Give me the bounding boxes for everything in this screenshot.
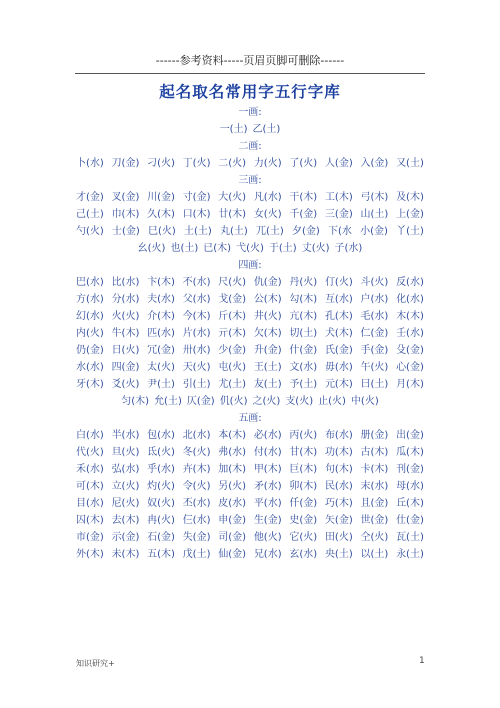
character-entry: 巧(木) <box>324 498 353 509</box>
character-entry: 市(金) <box>76 532 104 543</box>
character-row <box>76 529 424 546</box>
character-entry: 巳(火) <box>148 226 176 237</box>
character-entry: 刁(火) <box>147 158 175 169</box>
character-entry: 斗(火) <box>360 277 389 288</box>
character-entry: 丫(土) <box>396 226 424 237</box>
character-entry: 友(土) <box>253 379 282 390</box>
character-entry: 古(木) <box>360 447 389 458</box>
character-entry: 天(火) <box>182 362 211 373</box>
character-row <box>76 189 424 206</box>
character-entry: 化(水) <box>396 294 424 305</box>
character-row <box>76 393 424 410</box>
character-entry: 止(火) <box>318 396 346 407</box>
character-entry: 允(土) <box>154 396 182 407</box>
character-entry: 欠(木) <box>253 328 282 339</box>
character-entry: 力(火) <box>253 158 282 169</box>
character-entry: 土(土) <box>184 226 212 237</box>
character-entry: 亓(木) <box>218 328 247 339</box>
character-row <box>76 155 424 172</box>
character-entry: 卅(水) <box>182 345 211 356</box>
stroke-section-heading: 四画: <box>238 260 262 271</box>
character-entry: 也(土) <box>170 243 199 254</box>
character-entry: 幺(火) <box>137 243 166 254</box>
character-entry: 仃(火) <box>324 277 353 288</box>
character-entry: 刊(金) <box>396 464 424 475</box>
character-entry: 水(水) <box>76 362 104 373</box>
character-entry: 囚(木) <box>76 515 104 526</box>
page-number: 1 <box>419 656 425 666</box>
character-entry: 勺(火) <box>76 226 104 237</box>
stroke-section-heading: 三画: <box>238 175 262 186</box>
character-entry: 冬(火) <box>182 447 211 458</box>
character-entry: 今(木) <box>182 311 211 322</box>
character-entry: 丸(土) <box>220 226 248 237</box>
character-entry: 升(金) <box>253 345 282 356</box>
character-entry: 孔(木) <box>324 311 353 322</box>
character-entry: 井(火) <box>253 311 282 322</box>
character-entry: 乎(水) <box>147 464 175 475</box>
character-entry: 牛(木) <box>111 328 140 339</box>
character-row <box>76 495 424 512</box>
footer-left-text: 知识研究+ <box>76 659 115 668</box>
character-entry: 令(火) <box>182 481 211 492</box>
character-entry: 禾(水) <box>76 464 104 475</box>
character-entry: 王(土) <box>253 362 282 373</box>
character-entry: 甲(木) <box>253 464 282 475</box>
character-entry: 引(土) <box>182 379 211 390</box>
character-entry: 丈(火) <box>301 243 330 254</box>
character-entry: 切(土) <box>289 328 318 339</box>
character-entry: 什(金) <box>289 345 318 356</box>
character-entry: 大(火) <box>218 192 247 203</box>
character-entry: 民(水) <box>324 481 353 492</box>
character-entry: 戊(土) <box>182 549 211 560</box>
character-entry: 央(土) <box>324 549 353 560</box>
character-row <box>76 308 424 325</box>
character-entry: 分(水) <box>111 294 140 305</box>
character-entry: 包(水) <box>147 430 175 441</box>
character-entry: 太(火) <box>147 362 175 373</box>
character-entry: 冉(火) <box>147 515 175 526</box>
character-entry: 奴(火) <box>147 498 175 509</box>
character-entry: 卜(水) <box>76 158 104 169</box>
character-entry: 支(火) <box>285 396 314 407</box>
character-entry: 仙(金) <box>218 549 247 560</box>
character-entry: 斤(木) <box>218 311 247 322</box>
character-row <box>76 478 424 495</box>
character-entry: 丕(水) <box>182 498 211 509</box>
character-entry: 中(火) <box>350 396 379 407</box>
character-row <box>76 223 424 240</box>
character-entry: 火(火) <box>111 311 140 322</box>
character-entry: 一(土) <box>219 124 248 135</box>
character-entry: 川(金) <box>147 192 175 203</box>
character-entry: 卯(木) <box>289 481 318 492</box>
character-entry: 四(金) <box>111 362 140 373</box>
character-row <box>76 206 424 223</box>
character-row <box>76 342 424 359</box>
character-entry: 付(水) <box>253 447 282 458</box>
character-entry: 尺(火) <box>218 277 247 288</box>
character-entry: 本(木) <box>218 430 247 441</box>
character-row <box>76 325 424 342</box>
character-entry: 世(金) <box>360 515 389 526</box>
character-entry: 元(木) <box>324 379 353 390</box>
character-entry: 小(金) <box>360 226 388 237</box>
character-entry: 毋(水) <box>324 362 353 373</box>
character-entry: 田(火) <box>324 532 353 543</box>
character-entry: 夫(水) <box>147 294 175 305</box>
character-entry: 殳(金) <box>396 345 424 356</box>
character-entry: 介(木) <box>147 311 175 322</box>
character-entry: 石(金) <box>147 532 175 543</box>
character-entry: 予(土) <box>289 379 318 390</box>
character-entry: 午(火) <box>360 362 389 373</box>
character-entry: 弓(木) <box>360 192 389 203</box>
character-entry: 未(木) <box>111 549 140 560</box>
character-table <box>76 104 424 563</box>
character-entry: 内(火) <box>76 328 104 339</box>
stroke-section-heading: 一画: <box>238 107 262 118</box>
character-entry: 母(水) <box>396 481 424 492</box>
character-entry: 尤(土) <box>218 379 247 390</box>
character-entry: 木(木) <box>396 311 424 322</box>
character-entry: 寸(金) <box>182 192 211 203</box>
character-row <box>76 512 424 529</box>
character-entry: 旦(火) <box>111 447 140 458</box>
character-entry: 司(金) <box>218 532 247 543</box>
character-entry: 功(木) <box>324 447 353 458</box>
character-entry: 仕(金) <box>396 515 424 526</box>
character-entry: 勾(木) <box>289 294 318 305</box>
character-entry: 册(金) <box>360 430 389 441</box>
character-entry: 兄(水) <box>253 549 282 560</box>
character-entry: 于(土) <box>268 243 297 254</box>
character-entry: 示(金) <box>111 532 140 543</box>
character-entry: 丁(火) <box>182 158 211 169</box>
character-entry: 立(火) <box>111 481 140 492</box>
character-entry: 久(木) <box>147 209 175 220</box>
character-entry: 不(水) <box>182 277 211 288</box>
character-entry: 公(木) <box>253 294 282 305</box>
character-entry: 方(水) <box>76 294 104 305</box>
character-entry: 永(土) <box>396 549 424 560</box>
character-entry: 玄(水) <box>289 549 318 560</box>
character-entry: 尼(火) <box>111 498 140 509</box>
character-entry: 仝(火) <box>360 532 389 543</box>
character-entry: 下(水 <box>328 226 352 237</box>
character-entry: 且(金) <box>360 498 389 509</box>
character-entry: 少(金) <box>218 345 247 356</box>
character-entry: 凡(水) <box>253 192 282 203</box>
character-entry: 口(木) <box>182 209 211 220</box>
character-row <box>76 240 424 257</box>
character-row <box>76 291 424 308</box>
character-entry: 己(土) <box>76 209 104 220</box>
character-entry: 弗(水) <box>218 447 247 458</box>
character-entry: 矢(金) <box>324 515 353 526</box>
character-entry: 丙(火) <box>289 430 318 441</box>
character-entry: 卉(木) <box>182 464 211 475</box>
character-entry: 日(火) <box>111 345 140 356</box>
character-entry: 乙(土) <box>252 124 281 135</box>
character-entry: 户(水) <box>360 294 389 305</box>
character-entry: 半(水) <box>111 430 140 441</box>
character-entry: 巨(木) <box>289 464 318 475</box>
character-entry: 壬(水) <box>396 328 424 339</box>
character-entry: 卞(木) <box>147 277 175 288</box>
character-entry: 了(火) <box>289 158 318 169</box>
character-entry: 巾(木) <box>111 209 140 220</box>
character-entry: 它(火) <box>289 532 318 543</box>
character-entry: 干(木) <box>289 192 318 203</box>
character-entry: 外(木) <box>76 549 104 560</box>
character-entry: 句(木) <box>324 464 353 475</box>
character-entry: 比(水) <box>111 277 140 288</box>
character-row <box>76 461 424 478</box>
character-entry: 亢(木) <box>289 311 318 322</box>
character-entry: 已(木) <box>203 243 232 254</box>
character-entry: 上(金) <box>396 209 424 220</box>
character-entry: 去(木) <box>111 515 140 526</box>
character-entry: 另(火) <box>218 481 247 492</box>
character-entry: 生(金) <box>253 515 282 526</box>
character-entry: 幻(水) <box>76 311 104 322</box>
character-entry: 仍(金) <box>76 345 104 356</box>
character-entry: 弘(水) <box>111 464 140 475</box>
stroke-section-heading: 五画: <box>238 413 262 424</box>
character-entry: 氏(金) <box>324 345 353 356</box>
character-entry: 曰(土) <box>360 379 389 390</box>
character-entry: 手(金) <box>360 345 389 356</box>
character-entry: 瓦(土) <box>396 532 424 543</box>
character-entry: 及(木) <box>396 192 424 203</box>
character-entry: 夕(金) <box>292 226 320 237</box>
header-divider <box>75 73 425 74</box>
character-entry: 反(水) <box>396 277 424 288</box>
document-title: 起名取名常用字五行字库 <box>159 83 341 101</box>
character-entry: 以(土) <box>360 549 389 560</box>
character-entry: 布(水) <box>324 430 353 441</box>
character-entry: 仁(金) <box>360 328 389 339</box>
character-entry: 他(火) <box>253 532 282 543</box>
character-entry: 三(金) <box>324 209 353 220</box>
character-entry: 毛(水) <box>360 311 389 322</box>
character-entry: 可(木) <box>76 481 104 492</box>
character-entry: 皮(水) <box>218 498 247 509</box>
character-entry: 才(金) <box>76 192 104 203</box>
character-entry: 匀(木) <box>121 396 150 407</box>
character-entry: 申(金) <box>218 515 247 526</box>
character-entry: 士(金) <box>112 226 140 237</box>
character-entry: 兀(土) <box>256 226 284 237</box>
character-entry: 二(火) <box>218 158 247 169</box>
character-entry: 廿(木) <box>218 209 247 220</box>
character-entry: 之(火) <box>252 396 281 407</box>
character-entry: 刀(金) <box>111 158 140 169</box>
character-row <box>76 444 424 461</box>
character-entry: 人(金) <box>324 158 353 169</box>
character-entry: 仇(金) <box>253 277 282 288</box>
character-entry: 犬(木) <box>324 328 353 339</box>
character-entry: 氐(火) <box>147 447 175 458</box>
character-entry: 月(木) <box>396 379 424 390</box>
character-entry: 甘(木) <box>289 447 318 458</box>
character-entry: 丘(木) <box>396 498 424 509</box>
character-entry: 仉(火) <box>219 396 248 407</box>
character-entry: 目(水) <box>76 498 104 509</box>
character-entry: 爻(火) <box>111 379 140 390</box>
character-entry: 灼(火) <box>147 481 175 492</box>
stroke-section-heading: 二画: <box>238 141 262 152</box>
character-entry: 牙(木) <box>76 379 104 390</box>
character-entry: 子(水) <box>334 243 363 254</box>
character-entry: 代(火) <box>76 447 104 458</box>
character-entry: 失(金) <box>182 532 211 543</box>
character-entry: 山(土) <box>360 209 389 220</box>
character-entry: 巴(水) <box>76 277 104 288</box>
character-entry: 互(水) <box>324 294 353 305</box>
character-entry: 矛(水) <box>253 481 282 492</box>
character-entry: 心(金) <box>396 362 424 373</box>
character-entry: 戈(金) <box>218 294 247 305</box>
character-entry: 北(水) <box>182 430 211 441</box>
character-entry: 丹(火) <box>289 277 318 288</box>
character-row <box>76 427 424 444</box>
character-entry: 仨(水) <box>182 515 211 526</box>
character-entry: 弋(火) <box>236 243 264 254</box>
character-entry: 白(水) <box>76 430 104 441</box>
character-entry: 末(水) <box>360 481 389 492</box>
character-entry: 卡(木) <box>360 464 389 475</box>
character-row <box>76 546 424 563</box>
character-entry: 冗(金) <box>147 345 175 356</box>
character-entry: 瓜(木) <box>396 447 424 458</box>
character-entry: 叉(金) <box>111 192 140 203</box>
page-header-text: ------参考资料-----页眉页脚可删除------ <box>155 54 345 67</box>
character-row <box>76 274 424 291</box>
character-entry: 文(水) <box>289 362 318 373</box>
character-entry: 仟(金) <box>289 498 318 509</box>
character-entry: 五(木) <box>147 549 175 560</box>
character-entry: 入(金) <box>360 158 389 169</box>
character-entry: 片(水) <box>182 328 211 339</box>
character-entry: 史(金) <box>289 515 318 526</box>
character-entry: 平(水) <box>253 498 282 509</box>
character-entry: 匹(水) <box>147 328 175 339</box>
character-row <box>76 359 424 376</box>
character-entry: 加(木) <box>218 464 247 475</box>
character-entry: 尹(土) <box>147 379 175 390</box>
character-entry: 父(水) <box>182 294 211 305</box>
character-entry: 仄(金) <box>186 396 215 407</box>
character-entry: 必(水) <box>253 430 282 441</box>
character-entry: 女(火) <box>253 209 282 220</box>
character-entry: 屯(火) <box>218 362 247 373</box>
character-entry: 千(金) <box>289 209 318 220</box>
character-entry: 又(土) <box>396 158 424 169</box>
character-entry: 工(木) <box>324 192 353 203</box>
character-row <box>76 121 424 138</box>
character-row <box>76 376 424 393</box>
character-entry: 出(金) <box>396 430 424 441</box>
